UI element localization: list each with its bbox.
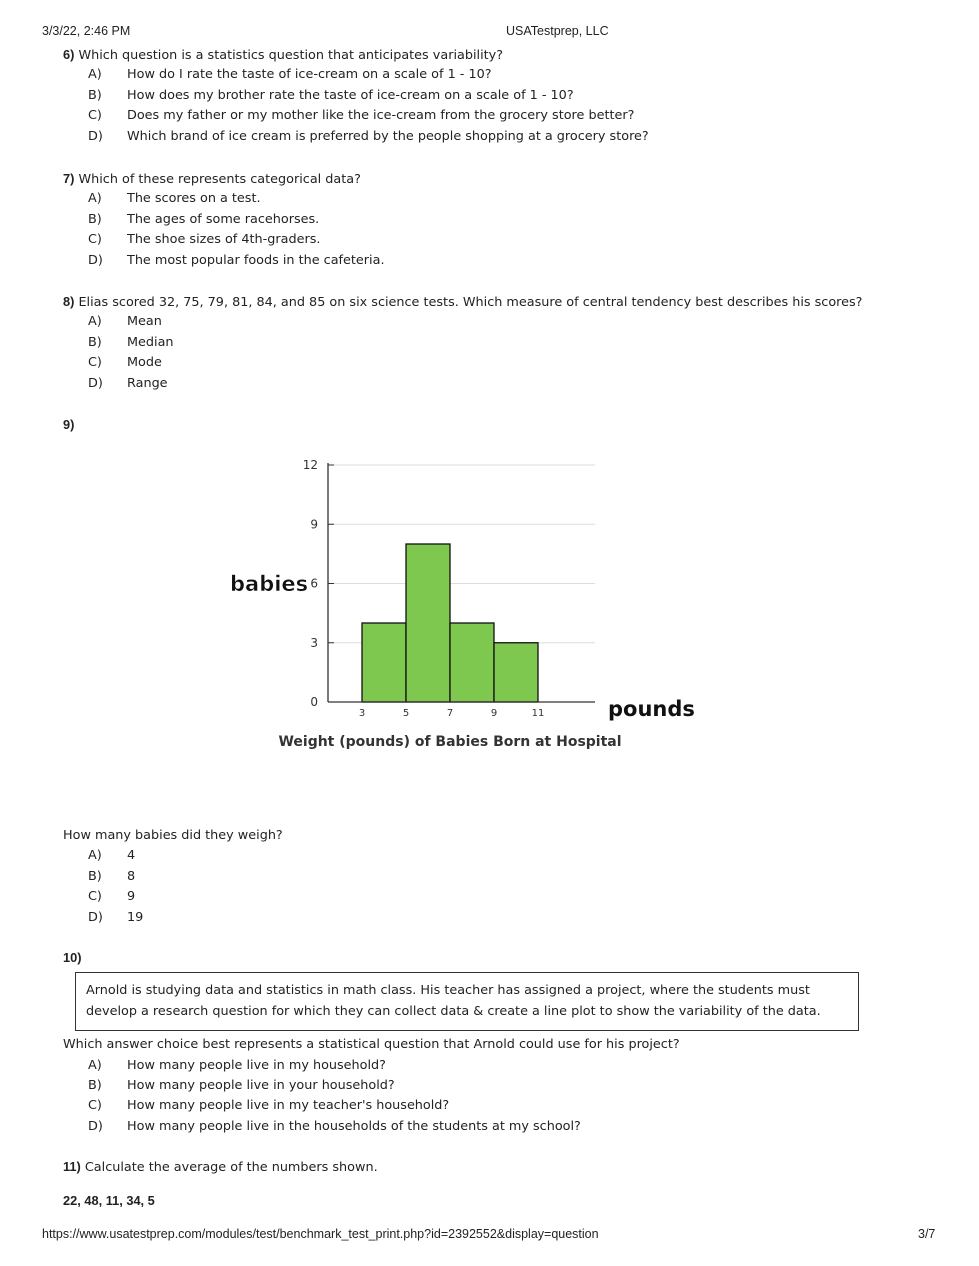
x-tick-label: 5 — [402, 708, 410, 719]
option-letter: B) — [88, 87, 102, 103]
print-datetime: 3/3/22, 2:46 PM — [42, 24, 131, 38]
option-c[interactable] — [63, 1096, 859, 1116]
question-number: 11) — [63, 1159, 81, 1174]
question-text: Elias scored 32, 75, 79, 81, 84, and 85 on six science tests. Which measure of central tendency best describes his scores? — [78, 295, 863, 310]
histogram-bar — [450, 623, 494, 702]
option-text: Mean — [127, 314, 162, 330]
option-text: Which brand of ice cream is preferred by the people shopping at a grocery store? — [127, 128, 649, 144]
option-letter: C) — [88, 232, 102, 248]
page-number: 3/7 — [918, 1227, 936, 1241]
option-a[interactable] — [63, 312, 862, 332]
option-letter: A) — [88, 314, 102, 330]
y-tick-label: 0 — [310, 695, 318, 709]
option-letter: A) — [88, 191, 102, 207]
option-text: How many people live in your household? — [127, 1077, 395, 1093]
question-10 — [63, 948, 859, 1137]
option-letter: A) — [88, 67, 102, 83]
option-letter: B) — [88, 1077, 102, 1093]
option-d[interactable] — [63, 127, 649, 147]
option-d[interactable] — [63, 251, 385, 271]
option-letter: C) — [88, 355, 102, 371]
option-text: The shoe sizes of 4th-graders. — [127, 232, 321, 248]
option-letter: B) — [88, 868, 102, 884]
question-text: Calculate the average of the numbers shown. — [84, 1160, 378, 1175]
option-b[interactable] — [63, 210, 361, 230]
option-b[interactable] — [63, 1076, 859, 1096]
histogram-chart — [220, 450, 710, 760]
option-letter: A) — [88, 1057, 102, 1073]
option-a[interactable] — [63, 65, 503, 85]
option-letter: C) — [88, 1098, 102, 1114]
histogram-bar — [362, 623, 406, 702]
question-number: 8) — [63, 294, 75, 309]
question-8 — [63, 292, 862, 394]
option-text: Mode — [127, 355, 162, 371]
option-letter: B) — [88, 334, 102, 350]
question-number: 9) — [63, 417, 75, 432]
x-tick-label: 3 — [358, 708, 366, 719]
option-d[interactable] — [63, 908, 283, 928]
option-text: 4 — [127, 848, 136, 864]
passage-box: Arnold is studying data and statistics in math class. His teacher has assigned a project, where the students must develop a research question for which they can collect data & create a line plot to show the variability of the data. — [75, 972, 859, 1031]
x-tick-label: 11 — [531, 708, 545, 719]
y-tick-label: 12 — [302, 458, 318, 472]
option-text: Median — [127, 334, 174, 350]
option-letter: D) — [88, 1118, 103, 1134]
option-text: Range — [127, 375, 168, 391]
question-text: How many babies did they weigh? — [63, 828, 283, 843]
option-a[interactable] — [63, 846, 283, 866]
x-tick-label: 7 — [446, 708, 454, 719]
option-letter: B) — [88, 211, 102, 227]
option-a[interactable] — [63, 1056, 859, 1076]
option-letter: A) — [88, 848, 102, 864]
option-text: How do I rate the taste of ice-cream on a scale of 1 - 10? — [127, 67, 492, 83]
option-b[interactable] — [63, 867, 283, 887]
option-text: 19 — [127, 909, 144, 925]
option-text: How many people live in the households of the students at my school? — [127, 1118, 581, 1134]
option-letter: C) — [88, 108, 102, 124]
option-text: The ages of some racehorses. — [127, 211, 320, 227]
question-6 — [63, 45, 649, 147]
option-text: 9 — [127, 889, 136, 905]
question-number: 10) — [63, 950, 82, 965]
option-c[interactable] — [63, 887, 283, 907]
option-text: How does my brother rate the taste of ice-cream on a scale of 1 - 10? — [127, 87, 574, 103]
y-axis-label: babies — [230, 572, 309, 596]
question-text: Which answer choice best represents a statistical question that Arnold could use for his project? — [63, 1037, 680, 1053]
option-text: How many people live in my teacher's household? — [127, 1098, 450, 1114]
y-tick-label: 9 — [310, 517, 318, 532]
x-axis-label: pounds — [608, 697, 695, 721]
question-number: 7) — [63, 171, 75, 186]
question-9 — [63, 826, 283, 928]
number-list: 22, 48, 11, 34, 5 — [63, 1193, 155, 1209]
question-7 — [63, 169, 385, 271]
option-letter: D) — [88, 909, 103, 925]
option-c[interactable] — [63, 230, 361, 250]
option-text: 8 — [127, 868, 136, 884]
question-text: Which of these represents categorical data? — [78, 172, 361, 187]
option-letter: D) — [88, 128, 103, 144]
option-letter: D) — [88, 375, 103, 391]
y-tick-label: 3 — [310, 635, 318, 650]
option-c[interactable] — [63, 353, 862, 373]
option-c[interactable] — [63, 106, 635, 126]
option-b[interactable] — [63, 333, 862, 353]
option-letter: C) — [88, 889, 102, 905]
option-text: Does my father or my mother like the ice-cream from the grocery store better? — [127, 108, 635, 124]
option-text: How many people live in my household? — [127, 1057, 386, 1073]
option-d[interactable] — [63, 1117, 859, 1137]
question-9-number — [63, 415, 74, 435]
question-11 — [63, 1157, 378, 1212]
option-letter: D) — [88, 252, 103, 268]
option-a[interactable] — [63, 189, 361, 209]
footer-url: https://www.usatestprep.com/modules/test/benchmark_test_print.php?id=2392552&display=question — [42, 1227, 599, 1241]
option-text: The most popular foods in the cafeteria. — [127, 252, 385, 268]
histogram-bar — [494, 643, 538, 702]
y-tick-label: 6 — [310, 576, 318, 591]
option-d[interactable] — [63, 374, 862, 394]
question-text: Which question is a statistics question that anticipates variability? — [78, 48, 504, 63]
x-tick-label: 9 — [490, 708, 498, 719]
histogram-bar — [406, 544, 450, 702]
question-number: 6) — [63, 47, 75, 62]
option-b[interactable] — [63, 86, 574, 106]
option-text: The scores on a test. — [127, 191, 261, 207]
site-name: USATestprep, LLC — [506, 24, 609, 38]
chart-title: Weight (pounds) of Babies Born at Hospital — [278, 734, 622, 750]
